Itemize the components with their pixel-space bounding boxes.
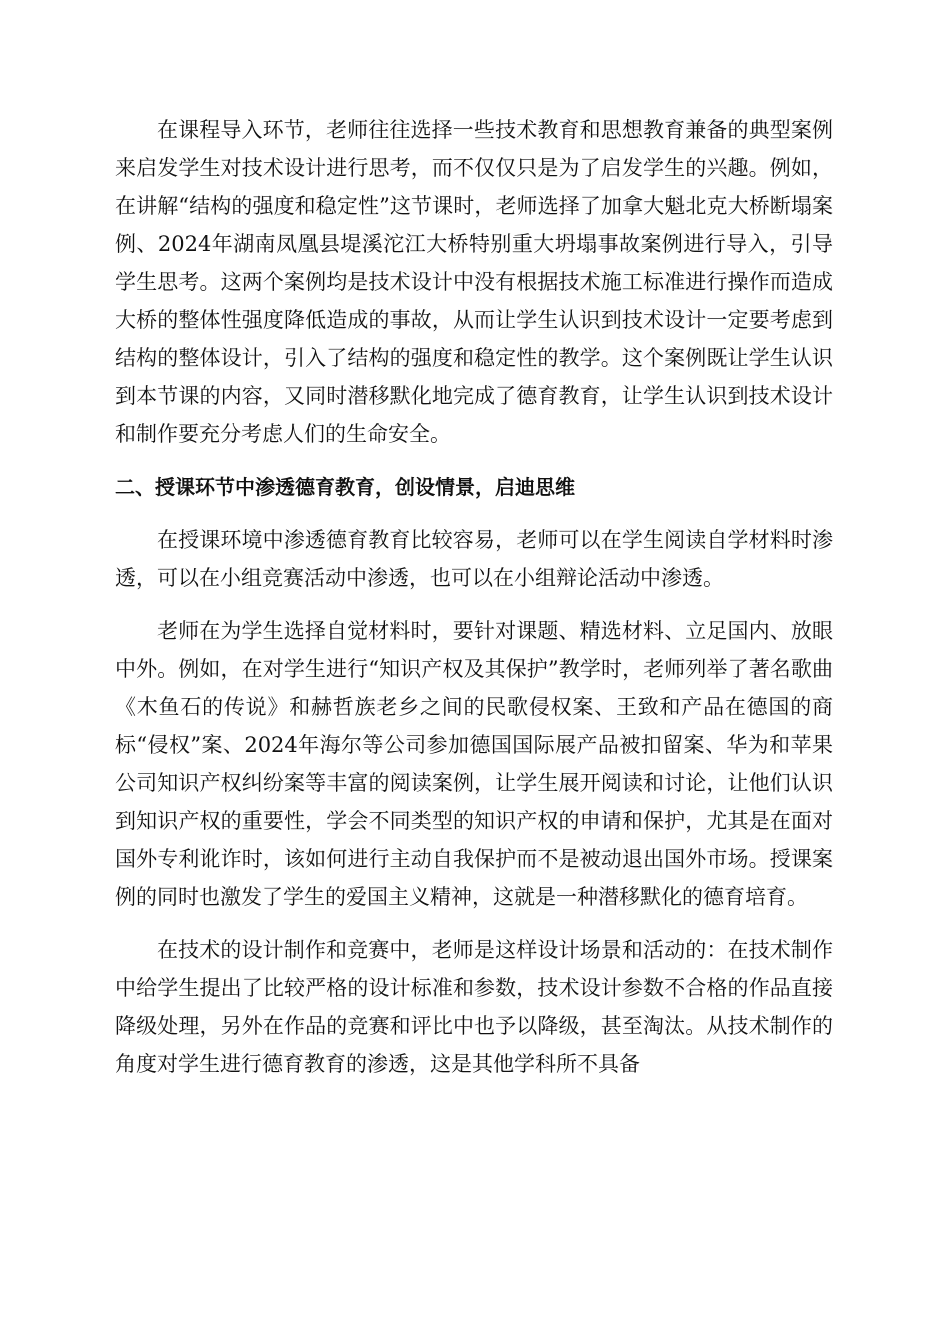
- spacer: [115, 506, 833, 521]
- spacer: [115, 453, 833, 468]
- document-page: [115, 111, 833, 1083]
- spacer: [115, 597, 833, 612]
- paragraph-ip-protection: 老师在为学生选择自觉材料时，要针对课题、精选材料、立足国内、放眼中外。例如，在对学生进行“知识产权及其保护”教学时，老师列举了著名歌曲《木鱼石的传说》和赫哲族老乡之间的民歌侵权案、王致和产品在德国的商标“侵权”案、2024年海尔等公司参加德国国际展产品被扣留案、华为和苹果公司知识产权纠纷案等丰富的阅读案例，让学生展开阅读和讨论，让他们认识到知识产权的重要性，学会不同类型的知识产权的申请和保护，尤其是在面对国外专利讹诈时，该如何进行主动自我保护而不是被动退出国外市场。授课案例的同时也激发了学生的爱国主义精神，这就是一种潜移默化的德育培育。: [115, 619, 833, 909]
- paragraph-course-introduction: 在课程导入环节，老师往往选择一些技术教育和思想教育兼备的典型案例来启发学生对技术设计进行思考，而不仅仅只是为了启发学生的兴趣。例如，在讲解“结构的强度和稳定性”这节课时，老师选择了加拿大魁北克大桥断塌案例、2024年湖南凤凰县堤溪沱江大桥特别重大坍塌事故案例进行导入，引导学生思考。这两个案例均是技术设计中没有根据技术施工标准进行操作而造成大桥的整体性强度降低造成的事故，从而让学生认识到技术设计一定要考虑到结构的整体设计，引入了结构的强度和稳定性的教学。这个案例既让学生认识到本节课的内容，又同时潜移默化地完成了德育教育，让学生认识到技术设计和制作要充分考虑人们的生命安全。: [115, 118, 833, 446]
- section-heading-teaching: 二、授课环节中渗透德育教育，创设情景，启迪思维: [115, 475, 575, 499]
- spacer: [115, 916, 833, 931]
- paragraph-teaching-environment: 在授课环境中渗透德育教育比较容易，老师可以在学生阅读自学材料时渗透，可以在小组竞赛活动中渗透，也可以在小组辩论活动中渗透。: [115, 528, 833, 590]
- paragraph-design-competition: 在技术的设计制作和竞赛中，老师是这样设计场景和活动的：在技术制作中给学生提出了比较严格的设计标准和参数，技术设计参数不合格的作品直接降级处理，另外在作品的竞赛和评比中也予以降级，甚至淘汰。从技术制作的角度对学生进行德育教育的渗透，这是其他学科所不具备: [115, 938, 833, 1076]
